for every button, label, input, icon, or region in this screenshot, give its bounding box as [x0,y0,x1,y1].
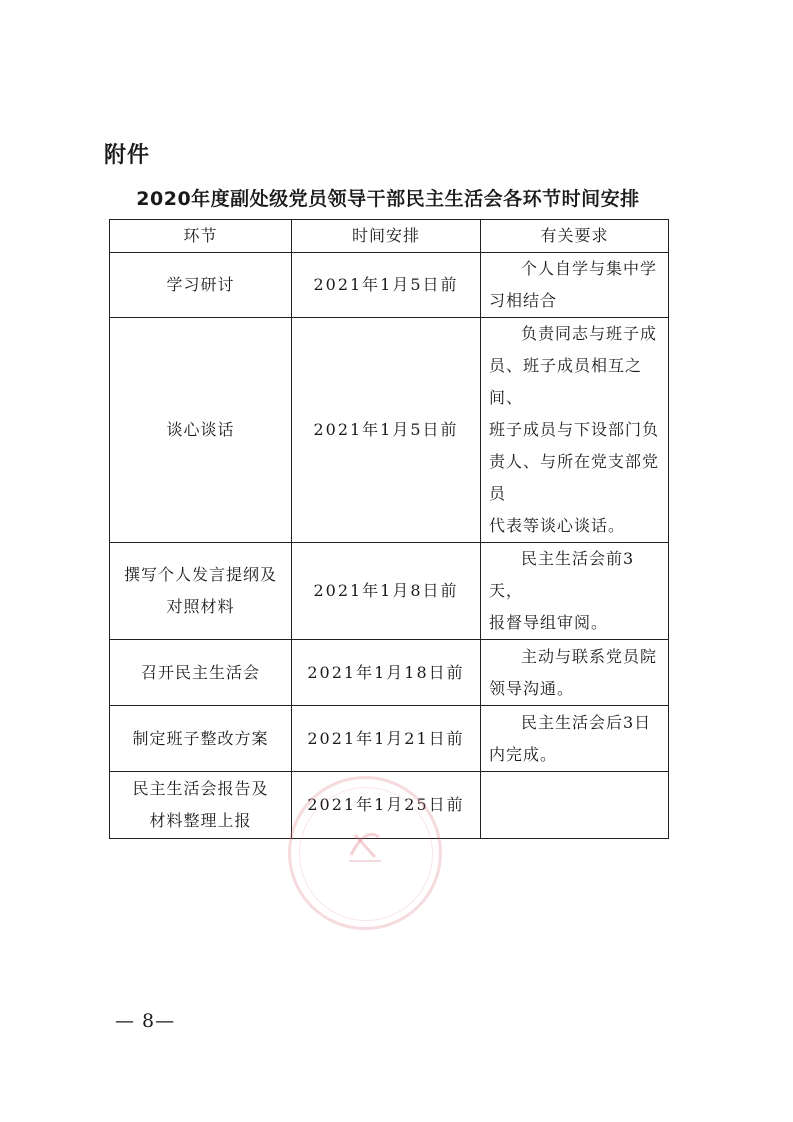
stage-text: 谈心谈话 [166,420,235,439]
stage-cell [110,640,292,706]
requirement-line: 员、班子成员相互之间、 [489,356,643,407]
requirement-line: 报督导组审阅。 [489,613,609,632]
document-title: 2020年度副处级党员领导干部民主生活会各环节时间安排 [136,188,640,210]
official-seal [288,776,442,930]
requirement-line: 习相结合 [489,291,558,310]
time-cell: 2021年1月8日前 [292,543,481,640]
table-header-row [110,220,669,253]
requirement-line: 个人自学与集中学 [521,259,658,278]
table-row [110,640,669,706]
requirement-line: 责人、与所在党支部党员 [489,452,660,503]
stage-text: 学习研讨 [166,275,235,294]
time-cell: 2021年1月5日前 [292,253,481,318]
stage-text: 召开民主生活会 [140,662,260,682]
requirement-line: 负责同志与班子成 [521,324,658,343]
requirement-line: 民主生活会前3天， [489,549,635,600]
time-cell: 2021年1月5日前 [292,318,481,543]
party-emblem-icon [341,821,389,869]
schedule-table [109,219,669,839]
stage-text: 对照材料 [166,597,235,616]
header-requirements: 有关要求 [481,220,669,253]
table-row [110,318,669,543]
time-cell: 2021年1月25日前 [292,772,481,839]
requirement-line: 内完成。 [489,744,558,764]
header-time: 时间安排 [292,220,481,253]
requirement-line: 主动与联系党员院 [521,646,658,666]
page-number: — 8— [115,1010,176,1032]
header-stage: 环节 [110,220,292,253]
requirement-line: 班子成员与下设部门负 [489,420,660,439]
time-cell: 2021年1月21日前 [292,706,481,772]
stage-cell [110,772,292,839]
table-row [110,706,669,772]
requirement-line: 代表等谈心谈话。 [489,516,626,535]
stage-text: 撰写个人发言提纲及 [123,565,277,584]
requirements-cell [481,706,669,772]
requirement-line: 民主生活会后3日 [521,712,652,732]
stage-cell [110,706,292,772]
requirements-cell [481,640,669,706]
requirements-cell [481,772,669,839]
stage-cell [110,318,292,543]
stage-cell [110,253,292,318]
stage-text: 材料整理上报 [149,811,252,830]
table-row [110,543,669,640]
stage-cell [110,543,292,640]
attachment-label: 附件 [104,143,151,168]
table-row [110,253,669,318]
stage-text: 制定班子整改方案 [132,728,269,748]
time-cell: 2021年1月18日前 [292,640,481,706]
requirements-cell [481,543,669,640]
stage-text: 民主生活会报告及 [132,779,269,798]
requirements-cell [481,318,669,543]
requirement-line: 领导沟通。 [489,678,575,698]
requirements-cell [481,253,669,318]
